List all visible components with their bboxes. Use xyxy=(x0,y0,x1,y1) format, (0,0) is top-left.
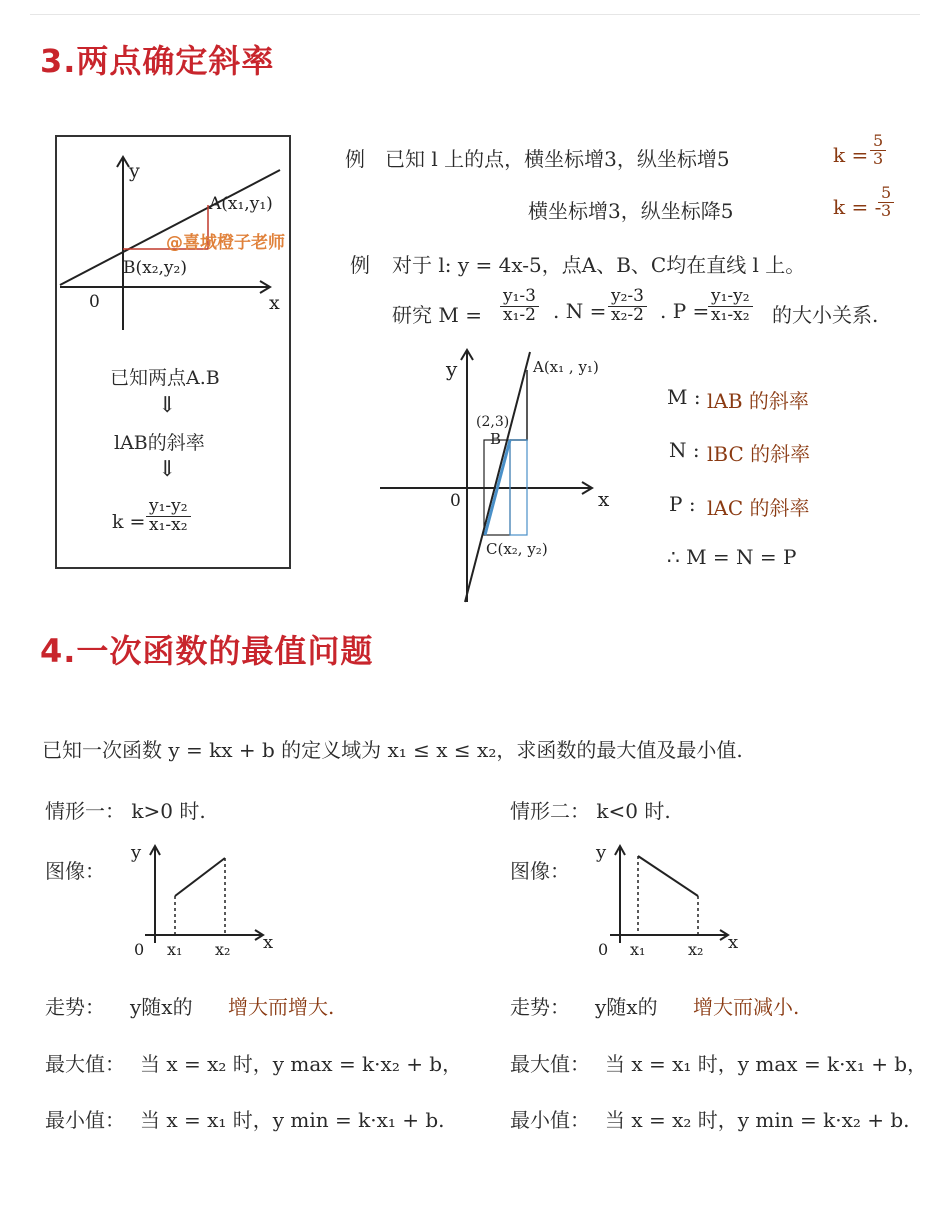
ex1-k-a-den: 3 xyxy=(873,148,884,168)
case2-trend-b: 增大而减小. xyxy=(693,995,800,1019)
ex2-label: 例 xyxy=(350,253,370,277)
ex2-n-num: y₂-3 xyxy=(608,288,647,307)
ex1-text-a: 已知 l 上的点，横坐标增3，纵坐标增5 xyxy=(385,147,730,171)
section-3-title: 3.两点确定斜率 xyxy=(40,42,275,80)
rel-n-label: N : xyxy=(669,438,700,462)
case1-trend-label: 走势： xyxy=(45,995,105,1019)
ex1-k-b-num: 5 xyxy=(878,185,894,203)
ex2-p-label: . P = xyxy=(660,299,710,323)
case2-graph-label: 图像： xyxy=(510,859,570,883)
case1-heading: 情形一： k>0 时. xyxy=(45,799,206,823)
rel-n-text: lBC 的斜率 xyxy=(707,442,811,466)
case2-trend-label: 走势： xyxy=(510,995,570,1019)
ex2-study: 研究 M = xyxy=(392,303,482,327)
box-point-b: B(x₂,y₂) xyxy=(123,258,187,278)
ex2-p-den: x₁-x₂ xyxy=(711,304,750,325)
box-x-label: x xyxy=(269,292,280,314)
case1-min-label: 最小值： xyxy=(45,1108,125,1132)
case2-y-label: y xyxy=(596,842,607,863)
case2-min-label: 最小值： xyxy=(510,1108,590,1132)
abc-line-graph xyxy=(370,340,610,602)
case1-x1: x₁ xyxy=(167,940,183,959)
arrow-down-icon: ⇓ xyxy=(158,393,177,418)
box-k-num: y₁-y₂ xyxy=(146,498,191,517)
ex1-k-b-fraction xyxy=(878,185,894,220)
ex2-m-fraction xyxy=(500,288,539,325)
rel-m-label: M : xyxy=(667,385,701,409)
ex1-k-a-fraction xyxy=(870,133,886,168)
ex2-p-fraction xyxy=(708,288,753,325)
case2-x1: x₁ xyxy=(630,940,646,959)
ex1-k-b-den: 3 xyxy=(881,200,892,220)
graph2-origin: 0 xyxy=(450,491,461,511)
ex1-label: 例 xyxy=(345,147,365,171)
graph2-y-label: y xyxy=(446,357,458,381)
box-k-prefix: k = xyxy=(112,511,146,533)
box-step-1: 已知两点A.B xyxy=(110,367,220,389)
case2-trend-a: y随x的 xyxy=(595,995,658,1019)
case1-graph xyxy=(125,838,295,960)
case2-x-label: x xyxy=(728,932,739,953)
ex2-n-den: x₂-2 xyxy=(611,304,644,325)
case1-graph-label: 图像： xyxy=(45,859,105,883)
case1-trend-a: y随x的 xyxy=(130,995,193,1019)
case2-max-text: 当 x = x₁ 时，y max = k·x₁ + b， xyxy=(605,1052,928,1076)
ex1-k-a-num: 5 xyxy=(870,133,886,151)
top-divider xyxy=(30,14,920,15)
case2-max-label: 最大值： xyxy=(510,1052,590,1076)
ex2-tail: 的大小关系. xyxy=(772,303,879,327)
case1-max-label: 最大值： xyxy=(45,1052,125,1076)
ex2-text: 对于 l: y = 4x-5，点A、B、C均在直线 l 上。 xyxy=(392,253,806,277)
section-4-intro: 已知一次函数 y = kx + b 的定义域为 x₁ ≤ x ≤ x₂，求函数的最大值及最小值. xyxy=(42,738,743,762)
case2-x2: x₂ xyxy=(688,940,704,959)
arrow-down-icon-2: ⇓ xyxy=(158,457,177,482)
case2-graph xyxy=(590,838,760,960)
box-k-fraction xyxy=(146,498,191,535)
rel-p-text: lAC 的斜率 xyxy=(707,496,810,520)
section-4-title: 4.一次函数的最值问题 xyxy=(40,632,374,670)
rel-p-label: P : xyxy=(669,492,696,516)
case2-origin: 0 xyxy=(598,940,609,959)
box-k-den: x₁-x₂ xyxy=(149,514,188,535)
box-y-label: y xyxy=(129,160,140,182)
box-origin-label: 0 xyxy=(89,292,100,312)
rel-m-text: lAB 的斜率 xyxy=(707,389,809,413)
graph2-point-a: A(x₁ , y₁) xyxy=(533,358,599,376)
ex1-k-a-prefix: k = xyxy=(833,143,869,167)
graph2-x-label: x xyxy=(598,487,610,511)
case2-min-text: 当 x = x₂ 时，y min = k·x₂ + b. xyxy=(605,1108,910,1132)
watermark: @喜城橙子老师 xyxy=(166,233,285,253)
box-point-a: A(x₁,y₁) xyxy=(209,194,273,214)
case2-heading: 情形二： k<0 时. xyxy=(510,799,671,823)
ex2-m-den: x₁-2 xyxy=(503,304,536,325)
case1-y-label: y xyxy=(131,842,142,863)
ex1-k-b-prefix: k = - xyxy=(833,195,882,219)
ex2-p-num: y₁-y₂ xyxy=(708,288,753,307)
ex2-n-fraction xyxy=(608,288,647,325)
case1-x-label: x xyxy=(263,932,274,953)
case1-max-text: 当 x = x₂ 时，y max = k·x₂ + b， xyxy=(140,1052,463,1076)
ex2-m-num: y₁-3 xyxy=(500,288,539,307)
box-step-2: lAB的斜率 xyxy=(114,432,205,454)
case1-origin: 0 xyxy=(134,940,145,959)
rel-conclusion: ∴ M = N = P xyxy=(667,545,797,569)
graph2-point-b-coord: (2,3) xyxy=(476,414,510,430)
ex2-n-label: . N = xyxy=(553,299,607,323)
case1-x2: x₂ xyxy=(215,940,231,959)
case1-trend-b: 增大而增大. xyxy=(228,995,335,1019)
case1-min-text: 当 x = x₁ 时，y min = k·x₁ + b. xyxy=(140,1108,445,1132)
graph2-point-b: B xyxy=(490,430,502,448)
ex1-text-b: 横坐标增3，纵坐标降5 xyxy=(528,199,734,223)
graph2-point-c: C(x₂, y₂) xyxy=(486,540,548,558)
